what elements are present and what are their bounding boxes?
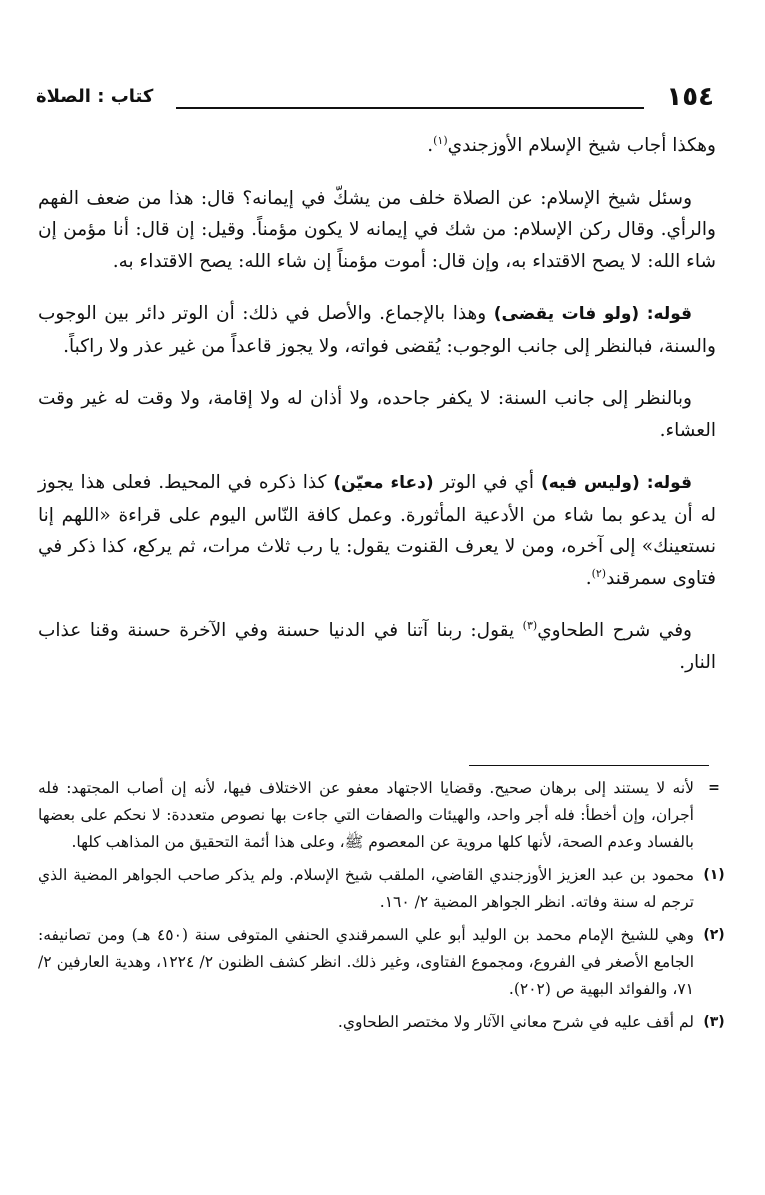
paragraph: قوله: (ولو فات يقضى) وهذا بالإجماع. والأصل في ذلك: أن الوتر دائر بين الوجوب والسنة، فبالنظر إلى جانب الوجوب: يُقضى فواته، ولا يجوز قاعداً من غير عذر ولا راكباً. <box>38 303 716 357</box>
quoted-text: (وليس فيه) <box>540 473 640 493</box>
footnote-ref: (٢) <box>591 566 607 580</box>
paragraph: قوله: (وليس فيه) أي في الوتر (دعاء معيّن) كذا ذكره في المحيط. فعلى هذا يجوز له أن يدعو بما شاء من الأدعية المأثورة. وعمل كافة النّاس اليوم على قراءة «اللهم إنا نستعينك» إلى آخره، ومن لا يعرف القنوت يقول: يا رب ثلاث مرات، ثم يركع، كذا ذكر في فتاوى سمرقند$^{(٢)}$. <box>38 472 716 589</box>
quoted-text: (ولو فات يقضى) <box>493 304 640 324</box>
running-header <box>36 82 714 112</box>
footnote-ref: (٣) <box>522 618 538 632</box>
footnote <box>38 1009 728 1036</box>
footnote <box>38 862 728 916</box>
footnote <box>38 775 728 856</box>
footnote-marker: (٣) <box>703 1014 725 1030</box>
quote-label: قوله: <box>646 473 692 493</box>
footnote <box>38 922 728 1003</box>
footnote-separator <box>469 765 709 766</box>
footnote-text: وهي للشيخ الإمام محمد بن الوليد أبو علي السمرقندي الحنفي المتوفى سنة (٤٥٠ هـ) ومن تصانيفه: الجامع الأصغر في الفروع، ومجموع الفتاوى، وغير ذلك. انظر كشف الظنون ٢/ ١٢٢٤، وهدية العارفين ٢/ ٧١، والفوائد البهية ص (٢٠٢). <box>38 926 694 998</box>
paragraph: وفي شرح الطحاوي$^{(٣)}$ يقول: ربنا آتنا في الدنيا حسنة وفي الآخرة حسنة وقنا عذاب النار. <box>38 618 716 673</box>
footnote-ref: (١) <box>433 133 448 147</box>
footnote-text: لم أقف عليه في شرح معاني الآثار ولا مختصر الطحاوي. <box>337 1013 694 1031</box>
footnote-marker: (١) <box>703 867 725 883</box>
header-rule <box>176 107 644 109</box>
footnotes <box>38 775 728 1042</box>
quoted-text: (دعاء معيّن) <box>333 473 434 493</box>
footnote-text: لأنه لا يستند إلى برهان صحيح. وقضايا الاجتهاد معفو عن الاختلاف فيها، لأنه إن أصاب المجتهد: فله أجران، وإن أخطأ: فله أجر واحد، والهيئات والصفات التي جاءت بها نصوص متعددة: لا نحكم على بعضها بالفساد وعدم الصحة، لأنها كلها مروية عن المعصوم ﷺ، وعلى هذا أئمة التحقيق من المذاهب كلها. <box>38 779 694 851</box>
paragraph: وسئل شيخ الإسلام: عن الصلاة خلف من يشكّ في إيمانه؟ قال: هذا من ضعف الفهم والرأي. وقال ركن الإسلام: من شك في إيمانه لا يكون مؤمناً. وقيل: إن قال: أنا مؤمن إن شاء الله: لا يصح الاقتداء به، وإن قال: أموت مؤمناً إن شاء الله: يصح الاقتداء به. <box>38 187 716 272</box>
footnote-marker: (٢) <box>703 927 725 943</box>
quote-label: قوله: <box>646 304 693 324</box>
footnote-text: محمود بن عبد العزيز الأوزجندي القاضي، الملقب شيخ الإسلام. ولم يذكر صاحب الجواهر المضية الذي ترجم له سنة وفاته. انظر الجواهر المضية ٢/ ١٦٠. <box>38 866 694 911</box>
paragraph: وبالنظر إلى جانب السنة: لا يكفر جاحده، ولا أذان له ولا إقامة، ولا وقت له غير وقت العشاء. <box>38 388 716 441</box>
main-text <box>38 130 716 699</box>
paragraph: وهكذا أجاب شيخ الإسلام الأوزجندي$^{(١)}$. <box>427 133 716 156</box>
page-number: ١٥٤ <box>666 82 714 112</box>
chapter-title: كتاب : الصلاة <box>36 86 154 107</box>
footnote-marker: = <box>708 780 720 796</box>
